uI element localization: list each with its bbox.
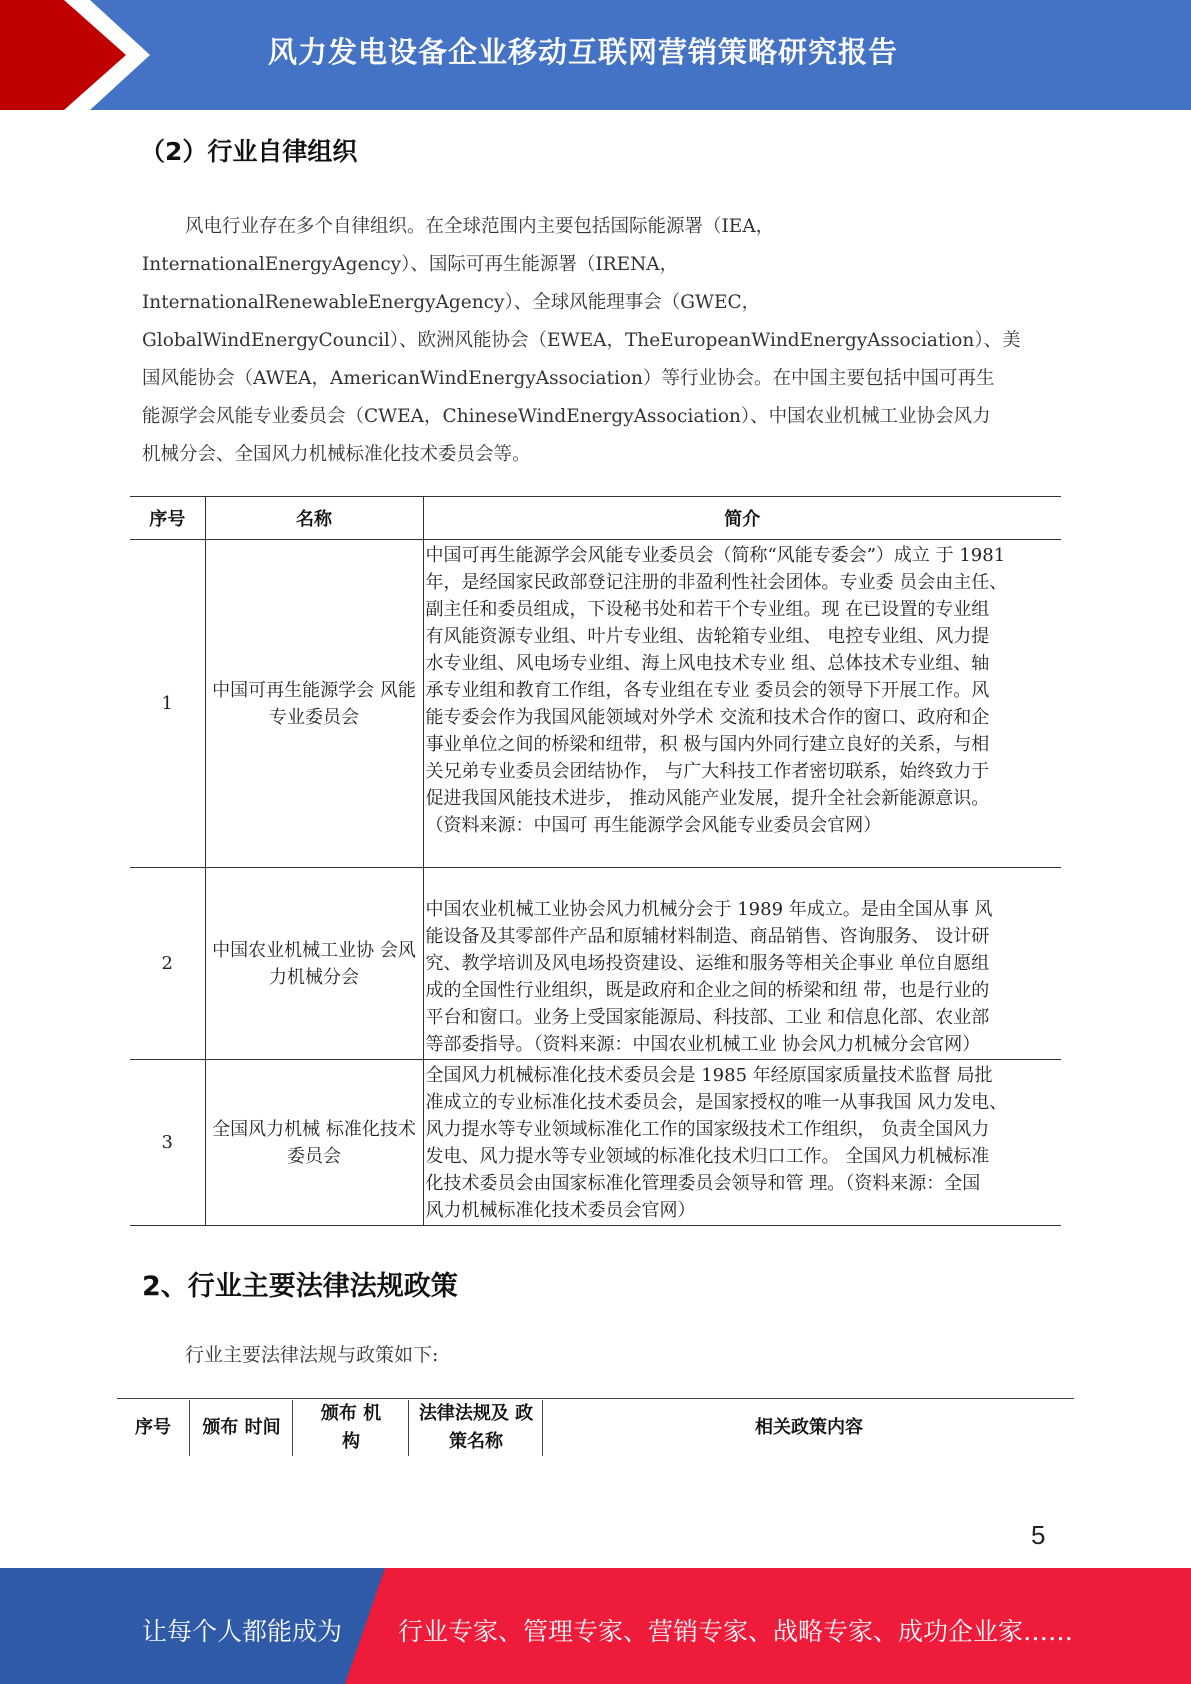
table-row — [130, 1060, 1061, 1226]
page-number: 5 — [1031, 1520, 1046, 1550]
table-row — [130, 868, 1061, 1060]
org-description — [423, 540, 1061, 868]
description-line: 事业单位之间的桥梁和纽带，积 极与国内外同行建立良好的关系，与相 — [425, 734, 990, 755]
laws-intro-text: 行业主要法律法规与政策如下: — [185, 1344, 439, 1366]
description-line: 水专业组、风电场专业组、海上风电技术专业 组、总体技术专业组、轴 — [425, 653, 990, 674]
description-line: 承专业组和教育工作组，各专业组在专业 委员会的领导下开展工作。风 — [425, 680, 990, 701]
description-line: 中国农业机械工业协会风力机械分会于 1989 年成立。是由全国从事 风 — [425, 899, 993, 920]
policy-header-date: 颁布 时间 — [202, 1417, 281, 1438]
table-row — [130, 540, 1061, 868]
description-line: 平台和窗口。业务上受国家能源局、科技部、工业 和信息化部、农业部 — [425, 1007, 990, 1028]
description-line: 全国风力机械标准化技术委员会是 1985 年经原国家质量技术监督 局批 — [425, 1065, 993, 1086]
policy-header-content: 相关政策内容 — [755, 1417, 863, 1438]
description-line: 能设备及其零部件产品和原辅材料制造、商品销售、咨询服务、 设计研 — [425, 926, 990, 947]
policy-header-agency: 颁布 机构 — [320, 1403, 382, 1452]
policy-column-divider — [189, 1400, 190, 1456]
section-heading-self-regulatory-orgs: （2）行业自律组织 — [140, 137, 358, 166]
footer-banner — [0, 1568, 1191, 1684]
policy-column-divider — [408, 1400, 409, 1456]
header-cell-name: 名称 — [205, 497, 423, 540]
paragraph-line: 国风能协会（AWEA，AmericanWindEnergyAssociation）等行业协会。在中国主要包括中国可再生 — [142, 368, 995, 389]
description-line: 成的全国性行业组织，既是政府和企业之间的桥梁和纽 带，也是行业的 — [425, 980, 990, 1001]
row-number: 2 — [130, 868, 205, 1060]
description-line: 关兄弟专业委员会团结协作， 与广大科技工作者密切联系，始终致力于 — [425, 761, 990, 782]
description-line: 等部委指导。（资料来源：中国农业机械工业 协会风力机械分会官网） — [425, 1034, 981, 1055]
paragraph-line: InternationalRenewableEnergyAgency）、全球风能理事会（GWEC， — [142, 292, 761, 313]
paragraph-line: 能源学会风能专业委员会（CWEA，ChineseWindEnergyAssociation）、中国农业机械工业协会风力 — [142, 406, 991, 427]
header-cell-number: 序号 — [130, 497, 205, 540]
organizations-table — [130, 496, 1061, 1226]
description-line: 能专委会作为我国风能领域对外学术 交流和技术合作的窗口、政府和企 — [425, 707, 990, 728]
org-description — [423, 1060, 1061, 1226]
paragraph-line: 机械分会、全国风力机械标准化技术委员会等。 — [142, 444, 531, 465]
description-line: 风力机械标准化技术委员会官网） — [425, 1200, 696, 1221]
table-header-row — [130, 497, 1061, 540]
description-line: 副主任和委员组成，下设秘书处和若干个专业组。现 在已设置的专业组 — [425, 599, 990, 620]
org-name: 中国可再生能源学会 风能专业委员会 — [205, 540, 423, 868]
org-name: 中国农业机械工业协 会风力机械分会 — [205, 868, 423, 1060]
description-line: 究、教学培训及风电场投资建设、运维和服务等相关企事业 单位自愿组 — [425, 953, 990, 974]
org-name: 全国风力机械 标准化技术委员会 — [205, 1060, 423, 1226]
policy-header-law-name: 法律法规及 政策名称 — [418, 1403, 534, 1452]
policy-header-number: 序号 — [135, 1417, 171, 1438]
row-number: 3 — [130, 1060, 205, 1226]
paragraph-line: GlobalWindEnergyCouncil）、欧洲风能协会（EWEA，TheEuropeanWindEnergyAssociation）、美 — [142, 330, 1021, 351]
header-banner — [0, 0, 1191, 110]
policy-table-top-border — [117, 1398, 1074, 1399]
description-line: 准成立的专业标准化技术委员会，是国家授权的唯一从事我国 风力发电、 — [425, 1092, 1008, 1113]
section-heading-laws-policies: 2、行业主要法律法规政策 — [142, 1271, 458, 1302]
description-line: 年，是经国家民政部登记注册的非盈利性社会团体。专业委 员会由主任、 — [425, 572, 1008, 593]
header-cell-description: 简介 — [423, 497, 1061, 540]
paragraph-line: 风电行业存在多个自律组织。在全球范围内主要包括国际能源署（IEA， — [185, 216, 775, 237]
description-line: 中国可再生能源学会风能专业委员会（简称“风能专委会”）成立 于 1981 — [425, 545, 1006, 566]
description-line: （资料来源：中国可 再生能源学会风能专业委员会官网） — [425, 815, 882, 836]
policy-column-divider — [292, 1400, 293, 1456]
policy-column-divider — [542, 1400, 543, 1456]
description-line: 促进我国风能技术进步， 推动风能产业发展，提升全社会新能源意识。 — [425, 788, 990, 809]
footer-slogan-right: 行业专家、管理专家、营销专家、战略专家、成功企业家…… — [398, 1617, 1074, 1646]
paragraph-line: InternationalEnergyAgency）、国际可再生能源署（IRENA， — [142, 254, 679, 275]
intro-paragraph — [142, 208, 1057, 474]
row-number: 1 — [130, 540, 205, 868]
description-line: 发电、风力提水等专业领域的标准化技术归口工作。 全国风力机械标准 — [425, 1146, 990, 1167]
org-description — [423, 868, 1061, 1060]
description-line: 化技术委员会由国家标准化管理委员会领导和管 理。（资料来源：全国 — [425, 1173, 981, 1194]
report-title: 风力发电设备企业移动互联网营销策略研究报告 — [268, 35, 899, 69]
description-line: 风力提水等专业领域标准化工作的国家级技术工作组织， 负责全国风力 — [425, 1119, 990, 1140]
description-line: 有风能资源专业组、叶片专业组、齿轮箱专业组、 电控专业组、风力提 — [425, 626, 990, 647]
footer-slogan-left: 让每个人都能成为 — [142, 1617, 343, 1646]
